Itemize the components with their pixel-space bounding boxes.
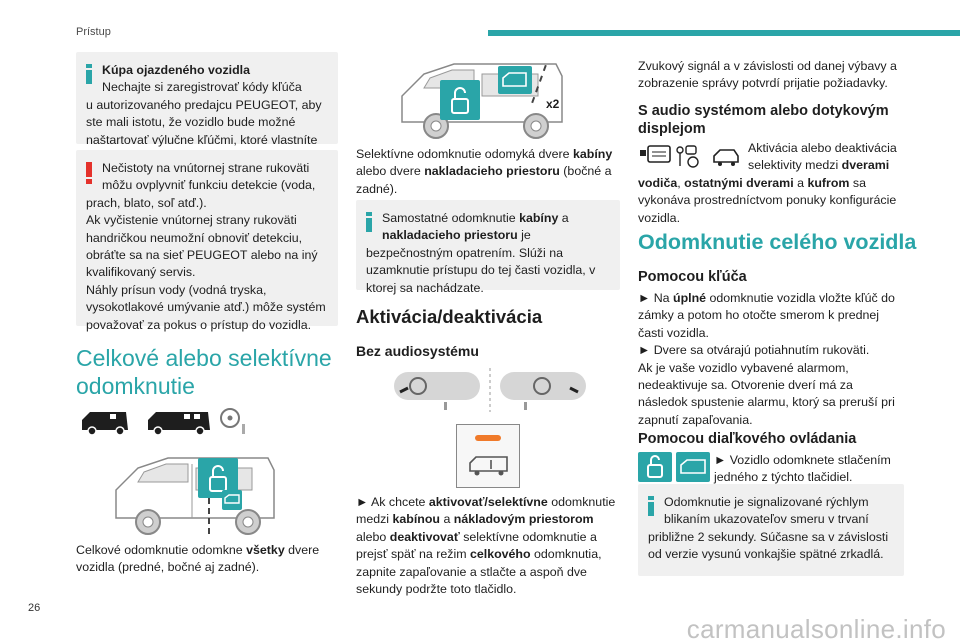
remote-unlock-text: ► Vozidlo odomknete stlačením jedného z týchto tlačidiel. (714, 453, 891, 485)
remote-unlock-button[interactable] (638, 452, 672, 482)
unlock-cargo-icon (222, 490, 242, 510)
watermark: carmanualsonline.info (686, 613, 946, 640)
warning-box-handle-dirt (76, 150, 338, 332)
header-accent-bar (488, 30, 960, 36)
unlock-cargo-icon (498, 66, 532, 94)
info-box-separate-unlock (356, 200, 620, 295)
warning-text: Ak vyčistenie vnútornej strany rukoväti handričkou neumožní obnoviť detekciu, obráťte sa na sieť PEUGEOT alebo na iný kvalifikovaný servis. (86, 213, 318, 280)
warning-line: Nečistoty na vnútornej strane rukoväti (102, 161, 310, 175)
warning-text: Náhly prísun vody (vodná tryska, vysokotlakové umývanie atď.) môže systém považovať za pokus o prístup do vozidla. (86, 282, 326, 332)
info-box-line: Nechajte si zaregistrovať kódy kľúča (102, 80, 302, 95)
door-handles-illustration (392, 368, 588, 412)
warning-line: môžu ovplyvniť funkciu detekcie (voda, (102, 178, 316, 193)
subheading-no-audio: Bez audiosystému (356, 343, 479, 359)
steering-key-icon (214, 406, 250, 438)
selective-unlock-text: Selektívne odomknutie odomyká dvere kabíny alebo dvere nakladacieho priestoru (bočné a zadné). (356, 147, 613, 196)
info-box-text: u autorizovaného predajcu PEUGEOT, aby ste mali istotu, že vozidlo bude možné naštartovať výlučne kľúčmi, ktoré vlastníte (86, 97, 322, 147)
heading-with-key: Pomocou kľúča (638, 269, 747, 285)
heading-remote-control: Pomocou diaľkového ovládania (638, 431, 857, 447)
info-icon (86, 64, 92, 82)
selective-unlock-button[interactable] (456, 424, 520, 488)
heading-total-selective: Celkové alebo selektívne odomknutie (76, 345, 332, 399)
info-box-text: približne 2 sekundy. Súčasne sa v závislosti od verzie vysunú vonkajšie spätné zrkadlá. (648, 529, 889, 562)
info-box-text: bezpečnostným opatrením. Slúži na uzamknutie prístupu do tej časti vozidla, v ktorej sa nachádzate. (366, 245, 596, 295)
remote-cargo-unlock-button[interactable] (676, 452, 710, 482)
unlock-cabin-icon (440, 80, 480, 120)
info-box-indicators: Odomknutie je signalizované rýchlym blikaním ukazovateľov smeru v trvaní približne 2 sekundy. Súčasne sa v závislosti od verzie vysunú vonkajšie spätné zrkadlá. (638, 484, 904, 576)
confirmation-text: Zvukový signál a v závislosti od danej výbavy a zobrazenie správy potvrdí prijatie požiadavky. (638, 59, 897, 91)
press-twice-badge: x2 (546, 97, 560, 111)
activation-instruction: ► Ak chcete aktivovať/selektívne odomknutie medzi kabínou a nákladovým priestorom alebo deaktivovať selektívne odomknutie a prejsť späť na režim celkového odomknutia, zapnite zapaľovanie a stlačte a aspoň dve sekundy podržte toto tlačidlo. (356, 495, 616, 597)
section-label: Prístup (76, 26, 111, 38)
heading-full-unlock: Odomknutie celého vozidla (638, 230, 917, 254)
key-unlock-text: ► Na úplné odomknutie vozidla vložte kľúč do zámky a potom ho otočte smerom k prednej časti vozidla. ► Dvere sa otvárajú potiahnutím rukoväti. Ak je vaše vozidlo vybavené alarmom, nedeaktivuje sa. Otvorenie dverí má za následok spustenie alarmu, ktorý sa preruší pri zapnutí zapaľovania. (638, 291, 895, 427)
heading-activation: Aktivácia/deaktivácia (356, 306, 543, 327)
warning-text: prach, blato, soľ atď.). (86, 195, 207, 210)
van-door-icon (467, 451, 511, 479)
info-box-text: Samostatné odomknutie kabíny a nakladacieho priestoru je (382, 211, 569, 243)
heading-audio-system: S audio systémom alebo dotykovým displejom (638, 103, 889, 137)
dashed-arrow (208, 498, 210, 534)
info-box-used-vehicle (76, 52, 338, 147)
info-icon (366, 212, 372, 230)
caption-total-unlock: Celkové odomknutie odomkne všetky dvere vozidla (predné, bočné aj zadné). (76, 543, 320, 575)
info-box-title: Kúpa ojazdeného vozidla (102, 63, 251, 77)
indicator-led (475, 435, 501, 441)
warning-icon (86, 162, 92, 184)
page-number: 26 (28, 602, 41, 614)
info-icon (648, 496, 654, 514)
audio-selectivity-text: Aktivácia alebo deaktivácia selektivity medzi dverami vodiča, ostatnými dverami a kufrom sa vykonáva prostredníctvom ponuky konfigurácie vozidla. (638, 141, 897, 225)
